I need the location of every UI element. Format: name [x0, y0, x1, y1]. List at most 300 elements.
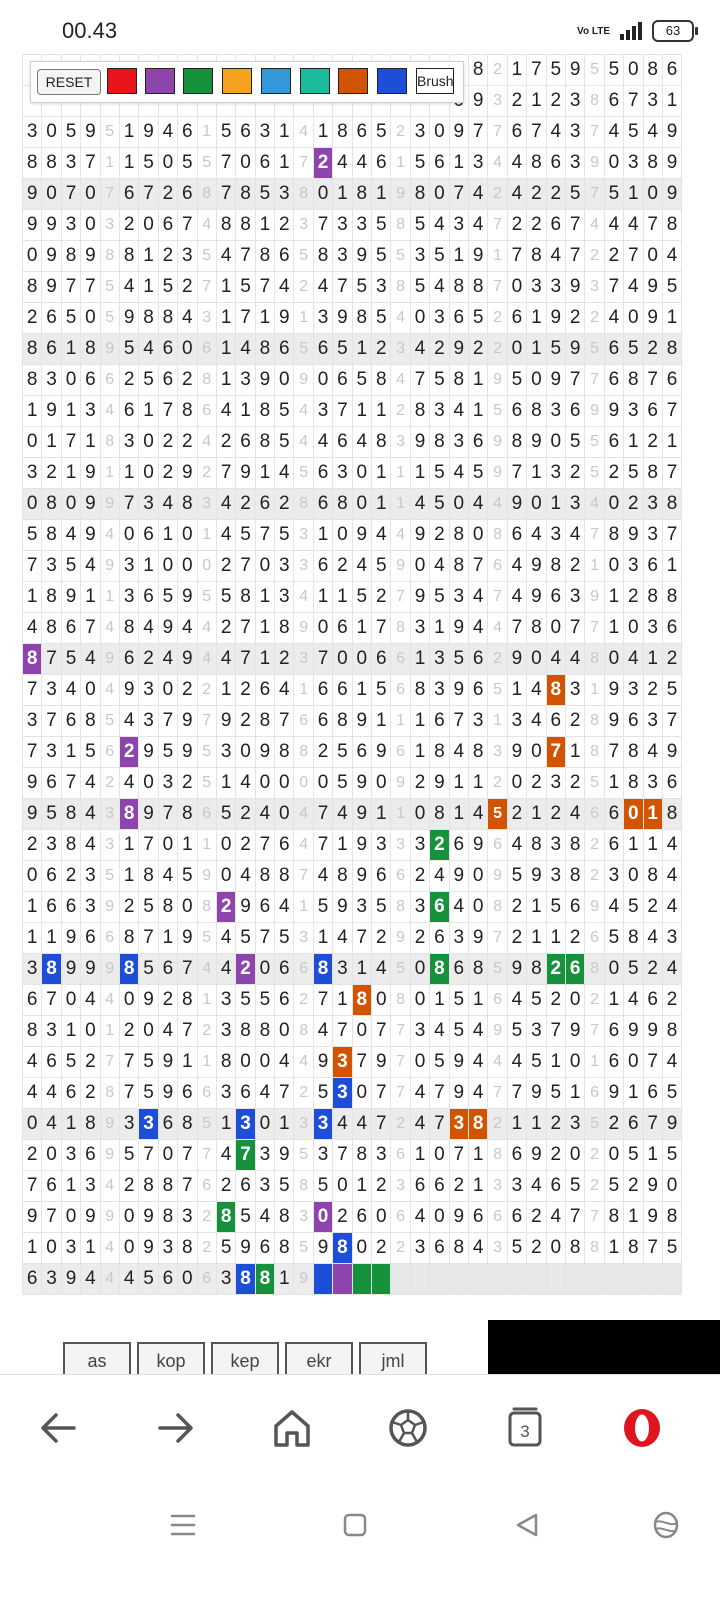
grid-cell[interactable]: 4: [100, 1171, 119, 1202]
grid-cell[interactable]: 1: [23, 892, 42, 923]
grid-cell[interactable]: 1: [197, 1047, 216, 1078]
grid-cell[interactable]: 2: [178, 427, 197, 458]
grid-cell[interactable]: 7: [488, 272, 507, 303]
grid-cell[interactable]: 7: [275, 706, 294, 737]
grid-cell[interactable]: 6: [100, 365, 119, 396]
grid-cell[interactable]: 9: [488, 1016, 507, 1047]
grid-cell[interactable]: 0: [333, 520, 352, 551]
grid-cell[interactable]: 6: [158, 210, 177, 241]
grid-cell[interactable]: 0: [23, 489, 42, 520]
grid-cell[interactable]: 8: [352, 985, 371, 1016]
grid-cell[interactable]: 7: [565, 613, 584, 644]
grid-cell[interactable]: 2: [197, 458, 216, 489]
grid-cell[interactable]: 6: [372, 644, 391, 675]
grid-cell[interactable]: 3: [546, 861, 565, 892]
grid-cell[interactable]: 0: [42, 1233, 61, 1264]
grid-cell[interactable]: 9: [61, 582, 80, 613]
grid-cell[interactable]: 1: [119, 830, 138, 861]
grid-cell[interactable]: 5: [236, 520, 255, 551]
grid-cell[interactable]: 9: [178, 737, 197, 768]
grid-cell[interactable]: 4: [158, 861, 177, 892]
grid-cell[interactable]: 7: [333, 396, 352, 427]
grid-cell[interactable]: 2: [372, 923, 391, 954]
grid-cell[interactable]: 2: [565, 551, 584, 582]
grid-cell[interactable]: 0: [527, 365, 546, 396]
grid-cell[interactable]: 9: [507, 737, 526, 768]
grid-cell[interactable]: 1: [410, 1140, 429, 1171]
grid-cell[interactable]: 7: [119, 489, 138, 520]
grid-cell[interactable]: 9: [352, 768, 371, 799]
grid-cell[interactable]: 8: [488, 1140, 507, 1171]
grid-cell[interactable]: 3: [119, 1109, 138, 1140]
grid-cell[interactable]: 3: [449, 923, 468, 954]
grid-cell[interactable]: 7: [81, 148, 100, 179]
grid-cell[interactable]: 1: [372, 799, 391, 830]
grid-cell[interactable]: 5: [372, 241, 391, 272]
grid-cell[interactable]: 5: [42, 799, 61, 830]
grid-cell[interactable]: 8: [372, 365, 391, 396]
grid-cell[interactable]: 9: [391, 179, 410, 210]
grid-cell[interactable]: 3: [333, 1078, 352, 1109]
grid-cell[interactable]: 8: [410, 675, 429, 706]
grid-cell[interactable]: 4: [430, 551, 449, 582]
grid-cell[interactable]: 1: [61, 396, 80, 427]
grid-cell[interactable]: 7: [178, 1171, 197, 1202]
grid-cell[interactable]: 4: [139, 334, 158, 365]
grid-cell[interactable]: 5: [507, 365, 526, 396]
grid-cell[interactable]: 9: [216, 706, 235, 737]
grid-cell[interactable]: 9: [81, 241, 100, 272]
grid-cell[interactable]: 6: [604, 830, 623, 861]
grid-cell[interactable]: 7: [119, 1047, 138, 1078]
grid-cell[interactable]: 8: [527, 241, 546, 272]
grid-cell[interactable]: 4: [100, 396, 119, 427]
grid-cell[interactable]: 8: [604, 520, 623, 551]
grid-cell[interactable]: 5: [662, 272, 681, 303]
grid-cell[interactable]: 6: [565, 396, 584, 427]
grid-cell[interactable]: 4: [449, 396, 468, 427]
grid-cell[interactable]: 8: [643, 582, 662, 613]
grid-cell[interactable]: 7: [488, 117, 507, 148]
grid-cell[interactable]: 2: [565, 458, 584, 489]
grid-cell[interactable]: 2: [488, 179, 507, 210]
grid-cell[interactable]: 5: [294, 458, 313, 489]
color-swatch-green[interactable]: [183, 68, 213, 94]
grid-cell[interactable]: 9: [449, 861, 468, 892]
grid-cell[interactable]: 3: [604, 861, 623, 892]
grid-cell[interactable]: 1: [585, 551, 604, 582]
grid-cell[interactable]: 8: [449, 520, 468, 551]
grid-cell[interactable]: 2: [546, 985, 565, 1016]
grid-cell[interactable]: 2: [119, 892, 138, 923]
grid-cell[interactable]: 0: [158, 1140, 177, 1171]
grid-cell[interactable]: 9: [100, 1109, 119, 1140]
grid-cell[interactable]: 9: [449, 117, 468, 148]
grid-cell[interactable]: 6: [488, 985, 507, 1016]
grid-cell[interactable]: 1: [352, 396, 371, 427]
grid-cell[interactable]: 8: [61, 799, 80, 830]
grid-cell[interactable]: 5: [158, 272, 177, 303]
grid-cell[interactable]: 3: [255, 117, 274, 148]
grid-cell[interactable]: 6: [255, 675, 274, 706]
grid-cell[interactable]: 6: [643, 1078, 662, 1109]
home-square-icon[interactable]: [340, 1510, 370, 1540]
grid-cell[interactable]: 5: [81, 737, 100, 768]
grid-cell[interactable]: 8: [546, 675, 565, 706]
grid-cell[interactable]: 1: [119, 148, 138, 179]
grid-cell[interactable]: 5: [430, 458, 449, 489]
grid-cell[interactable]: 6: [449, 303, 468, 334]
grid-cell[interactable]: 5: [372, 303, 391, 334]
grid-cell[interactable]: 9: [468, 923, 487, 954]
color-swatch-orange[interactable]: [338, 68, 368, 94]
grid-cell[interactable]: 4: [158, 117, 177, 148]
grid-cell[interactable]: 0: [546, 613, 565, 644]
grid-cell[interactable]: 4: [158, 1016, 177, 1047]
grid-cell[interactable]: 1: [391, 458, 410, 489]
grid-cell[interactable]: 1: [527, 86, 546, 117]
grid-cell[interactable]: 2: [119, 1171, 138, 1202]
tab-jml[interactable]: jml: [359, 1342, 427, 1374]
grid-cell[interactable]: 9: [178, 923, 197, 954]
grid-cell[interactable]: 1: [42, 427, 61, 458]
grid-cell[interactable]: 3: [23, 458, 42, 489]
grid-cell[interactable]: 4: [294, 396, 313, 427]
grid-cell[interactable]: 1: [468, 985, 487, 1016]
grid-cell[interactable]: 1: [410, 644, 429, 675]
grid-cell[interactable]: 0: [527, 644, 546, 675]
grid-cell[interactable]: 6: [158, 1264, 177, 1295]
grid-cell[interactable]: 0: [236, 148, 255, 179]
grid-cell[interactable]: 2: [565, 768, 584, 799]
grid-cell[interactable]: 8: [23, 644, 42, 675]
grid-cell[interactable]: 1: [527, 923, 546, 954]
grid-cell[interactable]: 7: [236, 644, 255, 675]
grid-cell[interactable]: 2: [23, 830, 42, 861]
grid-cell[interactable]: 5: [100, 117, 119, 148]
grid-cell[interactable]: 6: [604, 799, 623, 830]
grid-cell[interactable]: 1: [313, 923, 332, 954]
grid-cell[interactable]: 4: [643, 737, 662, 768]
grid-cell[interactable]: 6: [624, 1109, 643, 1140]
grid-cell[interactable]: 5: [236, 1202, 255, 1233]
grid-cell[interactable]: 8: [81, 334, 100, 365]
grid-cell[interactable]: 1: [585, 675, 604, 706]
grid-cell[interactable]: 6: [468, 675, 487, 706]
grid-cell[interactable]: 4: [410, 1202, 429, 1233]
grid-cell[interactable]: 4: [624, 644, 643, 675]
grid-cell[interactable]: 3: [139, 706, 158, 737]
grid-cell[interactable]: 9: [23, 179, 42, 210]
grid-cell[interactable]: 3: [81, 861, 100, 892]
grid-cell[interactable]: 5: [61, 644, 80, 675]
grid-cell[interactable]: 6: [352, 1202, 371, 1233]
grid-cell[interactable]: 8: [197, 179, 216, 210]
grid-cell[interactable]: 2: [294, 1078, 313, 1109]
grid-cell[interactable]: 7: [449, 706, 468, 737]
grid-cell[interactable]: 3: [449, 210, 468, 241]
grid-cell[interactable]: 4: [216, 489, 235, 520]
grid-cell[interactable]: 2: [275, 644, 294, 675]
grid-cell[interactable]: 5: [100, 706, 119, 737]
grid-cell[interactable]: 2: [158, 241, 177, 272]
grid-cell[interactable]: 4: [61, 675, 80, 706]
grid-cell[interactable]: 0: [333, 1171, 352, 1202]
grid-cell[interactable]: 7: [546, 737, 565, 768]
grid-cell[interactable]: 8: [275, 613, 294, 644]
grid-cell[interactable]: 2: [527, 1202, 546, 1233]
grid-cell[interactable]: 6: [430, 1233, 449, 1264]
grid-cell[interactable]: 6: [604, 86, 623, 117]
grid-cell[interactable]: 1: [604, 768, 623, 799]
grid-cell[interactable]: 5: [275, 427, 294, 458]
grid-cell[interactable]: 4: [468, 1078, 487, 1109]
grid-cell[interactable]: 2: [546, 1109, 565, 1140]
grid-cell[interactable]: 7: [527, 55, 546, 86]
grid-cell[interactable]: 8: [61, 830, 80, 861]
grid-cell[interactable]: 2: [546, 799, 565, 830]
grid-cell[interactable]: 1: [23, 396, 42, 427]
grid-cell[interactable]: 4: [216, 241, 235, 272]
grid-cell[interactable]: 1: [42, 923, 61, 954]
grid-cell[interactable]: 8: [527, 396, 546, 427]
grid-cell[interactable]: 0: [23, 1109, 42, 1140]
grid-cell[interactable]: 1: [178, 830, 197, 861]
opera-menu-icon[interactable]: [617, 1403, 667, 1453]
grid-cell[interactable]: 7: [643, 210, 662, 241]
grid-cell[interactable]: 6: [197, 1171, 216, 1202]
grid-cell[interactable]: 5: [585, 427, 604, 458]
grid-cell[interactable]: 8: [42, 148, 61, 179]
grid-cell[interactable]: 4: [216, 954, 235, 985]
grid-cell[interactable]: 5: [139, 892, 158, 923]
grid-cell[interactable]: 6: [565, 954, 584, 985]
grid-cell[interactable]: 9: [527, 427, 546, 458]
grid-cell[interactable]: 5: [372, 675, 391, 706]
grid-cell[interactable]: 1: [61, 334, 80, 365]
grid-cell[interactable]: [391, 1264, 410, 1295]
grid-cell[interactable]: 1: [430, 613, 449, 644]
grid-cell[interactable]: 2: [546, 1140, 565, 1171]
grid-cell[interactable]: 4: [197, 210, 216, 241]
grid-cell[interactable]: 9: [275, 1140, 294, 1171]
grid-cell[interactable]: 0: [410, 551, 429, 582]
grid-cell[interactable]: 5: [275, 396, 294, 427]
grid-cell[interactable]: 9: [23, 768, 42, 799]
grid-cell[interactable]: 6: [100, 737, 119, 768]
grid-cell[interactable]: 6: [430, 1171, 449, 1202]
grid-cell[interactable]: 9: [391, 768, 410, 799]
grid-cell[interactable]: 2: [294, 985, 313, 1016]
grid-cell[interactable]: 7: [139, 923, 158, 954]
grid-cell[interactable]: 4: [158, 644, 177, 675]
grid-cell[interactable]: 0: [352, 644, 371, 675]
grid-cell[interactable]: 4: [119, 706, 138, 737]
grid-cell[interactable]: 2: [197, 1202, 216, 1233]
grid-cell[interactable]: 1: [275, 1264, 294, 1295]
grid-cell[interactable]: 9: [662, 1109, 681, 1140]
grid-cell[interactable]: 6: [546, 210, 565, 241]
grid-cell[interactable]: 8: [42, 520, 61, 551]
grid-cell[interactable]: 8: [119, 923, 138, 954]
grid-cell[interactable]: 4: [255, 1202, 274, 1233]
grid-cell[interactable]: 4: [565, 644, 584, 675]
grid-cell[interactable]: 0: [23, 427, 42, 458]
grid-cell[interactable]: 3: [275, 551, 294, 582]
grid-cell[interactable]: 8: [352, 303, 371, 334]
grid-cell[interactable]: 3: [488, 1171, 507, 1202]
grid-cell[interactable]: 8: [42, 613, 61, 644]
grid-cell[interactable]: 6: [391, 861, 410, 892]
grid-cell[interactable]: 4: [604, 210, 623, 241]
grid-cell[interactable]: 9: [662, 117, 681, 148]
grid-cell[interactable]: 5: [100, 272, 119, 303]
grid-cell[interactable]: 5: [372, 210, 391, 241]
grid-cell[interactable]: 8: [604, 1202, 623, 1233]
grid-cell[interactable]: 7: [391, 1078, 410, 1109]
grid-cell[interactable]: 9: [236, 1233, 255, 1264]
grid-cell[interactable]: 2: [197, 1016, 216, 1047]
grid-cell[interactable]: 7: [178, 954, 197, 985]
grid-cell[interactable]: 7: [313, 830, 332, 861]
grid-cell[interactable]: 0: [352, 1233, 371, 1264]
grid-cell[interactable]: 5: [139, 1047, 158, 1078]
grid-cell[interactable]: 7: [565, 210, 584, 241]
grid-cell[interactable]: 1: [468, 396, 487, 427]
grid-cell[interactable]: 8: [178, 396, 197, 427]
grid-cell[interactable]: 5: [294, 1140, 313, 1171]
grid-cell[interactable]: 0: [81, 675, 100, 706]
grid-cell[interactable]: 9: [100, 892, 119, 923]
grid-cell[interactable]: 9: [275, 303, 294, 334]
grid-cell[interactable]: 3: [507, 706, 526, 737]
grid-cell[interactable]: 5: [178, 861, 197, 892]
grid-cell[interactable]: 3: [333, 241, 352, 272]
grid-cell[interactable]: 7: [391, 1016, 410, 1047]
grid-cell[interactable]: 9: [139, 1202, 158, 1233]
grid-cell[interactable]: 6: [333, 365, 352, 396]
grid-cell[interactable]: 7: [430, 1109, 449, 1140]
grid-cell[interactable]: 0: [23, 241, 42, 272]
grid-cell[interactable]: 9: [158, 1078, 177, 1109]
grid-cell[interactable]: 3: [449, 582, 468, 613]
grid-cell[interactable]: 9: [468, 86, 487, 117]
grid-cell[interactable]: 9: [294, 1264, 313, 1295]
grid-cell[interactable]: 3: [546, 458, 565, 489]
grid-cell[interactable]: 9: [139, 985, 158, 1016]
grid-cell[interactable]: 2: [488, 1109, 507, 1140]
grid-cell[interactable]: 0: [410, 799, 429, 830]
grid-cell[interactable]: 1: [391, 489, 410, 520]
grid-cell[interactable]: 8: [643, 148, 662, 179]
grid-cell[interactable]: 4: [488, 613, 507, 644]
grid-cell[interactable]: 6: [100, 923, 119, 954]
grid-cell[interactable]: 1: [255, 582, 274, 613]
grid-cell[interactable]: 2: [449, 1171, 468, 1202]
grid-cell[interactable]: 0: [410, 985, 429, 1016]
grid-cell[interactable]: 9: [333, 303, 352, 334]
grid-cell[interactable]: 1: [23, 923, 42, 954]
grid-cell[interactable]: 5: [430, 582, 449, 613]
grid-cell[interactable]: 8: [158, 303, 177, 334]
grid-cell[interactable]: 8: [23, 365, 42, 396]
grid-cell[interactable]: 8: [216, 1047, 235, 1078]
grid-cell[interactable]: 1: [391, 148, 410, 179]
grid-cell[interactable]: 7: [565, 241, 584, 272]
grid-cell[interactable]: 5: [449, 1016, 468, 1047]
grid-cell[interactable]: 2: [604, 241, 623, 272]
grid-cell[interactable]: 3: [585, 272, 604, 303]
grid-cell[interactable]: 6: [624, 706, 643, 737]
grid-cell[interactable]: 2: [372, 334, 391, 365]
grid-cell[interactable]: 5: [410, 272, 429, 303]
grid-cell[interactable]: 4: [488, 1047, 507, 1078]
grid-cell[interactable]: 9: [662, 737, 681, 768]
grid-cell[interactable]: 3: [139, 489, 158, 520]
grid-cell[interactable]: 4: [81, 644, 100, 675]
grid-cell[interactable]: 1: [507, 55, 526, 86]
grid-cell[interactable]: 1: [565, 1078, 584, 1109]
grid-cell[interactable]: 5: [139, 365, 158, 396]
grid-cell[interactable]: 1: [662, 303, 681, 334]
grid-cell[interactable]: 6: [42, 303, 61, 334]
grid-cell[interactable]: 8: [216, 1202, 235, 1233]
grid-cell[interactable]: 3: [236, 1109, 255, 1140]
grid-cell[interactable]: 7: [236, 303, 255, 334]
grid-cell[interactable]: 6: [507, 1140, 526, 1171]
grid-cell[interactable]: 5: [468, 458, 487, 489]
grid-cell[interactable]: 3: [139, 1109, 158, 1140]
grid-cell[interactable]: 1: [197, 985, 216, 1016]
grid-cell[interactable]: 9: [178, 458, 197, 489]
grid-cell[interactable]: 7: [333, 1140, 352, 1171]
grid-cell[interactable]: 1: [604, 1233, 623, 1264]
grid-cell[interactable]: 0: [42, 179, 61, 210]
grid-cell[interactable]: 8: [585, 644, 604, 675]
grid-cell[interactable]: 0: [662, 1171, 681, 1202]
grid-cell[interactable]: 9: [449, 1202, 468, 1233]
color-swatch-teal[interactable]: [300, 68, 330, 94]
grid-cell[interactable]: 3: [119, 551, 138, 582]
grid-cell[interactable]: 0: [178, 551, 197, 582]
grid-cell[interactable]: 1: [468, 768, 487, 799]
grid-cell[interactable]: 0: [604, 644, 623, 675]
grid-cell[interactable]: 7: [372, 1016, 391, 1047]
grid-cell[interactable]: 7: [236, 613, 255, 644]
grid-cell[interactable]: 0: [255, 768, 274, 799]
grid-cell[interactable]: 4: [236, 861, 255, 892]
grid-cell[interactable]: 1: [372, 396, 391, 427]
grid-cell[interactable]: 8: [294, 737, 313, 768]
grid-cell[interactable]: 6: [178, 1078, 197, 1109]
grid-cell[interactable]: 1: [527, 799, 546, 830]
grid-cell[interactable]: 8: [662, 582, 681, 613]
grid-cell[interactable]: [643, 1264, 662, 1295]
grid-cell[interactable]: 8: [488, 892, 507, 923]
grid-cell[interactable]: 6: [158, 334, 177, 365]
grid-cell[interactable]: 3: [313, 1140, 332, 1171]
grid-cell[interactable]: 5: [197, 582, 216, 613]
grid-cell[interactable]: 1: [61, 1016, 80, 1047]
grid-cell[interactable]: 2: [197, 675, 216, 706]
color-swatch-light-blue[interactable]: [261, 68, 291, 94]
grid-cell[interactable]: 0: [604, 1140, 623, 1171]
grid-cell[interactable]: 8: [391, 613, 410, 644]
grid-cell[interactable]: 9: [352, 830, 371, 861]
grid-cell[interactable]: 4: [197, 644, 216, 675]
grid-cell[interactable]: 5: [352, 272, 371, 303]
grid-cell[interactable]: 8: [662, 799, 681, 830]
